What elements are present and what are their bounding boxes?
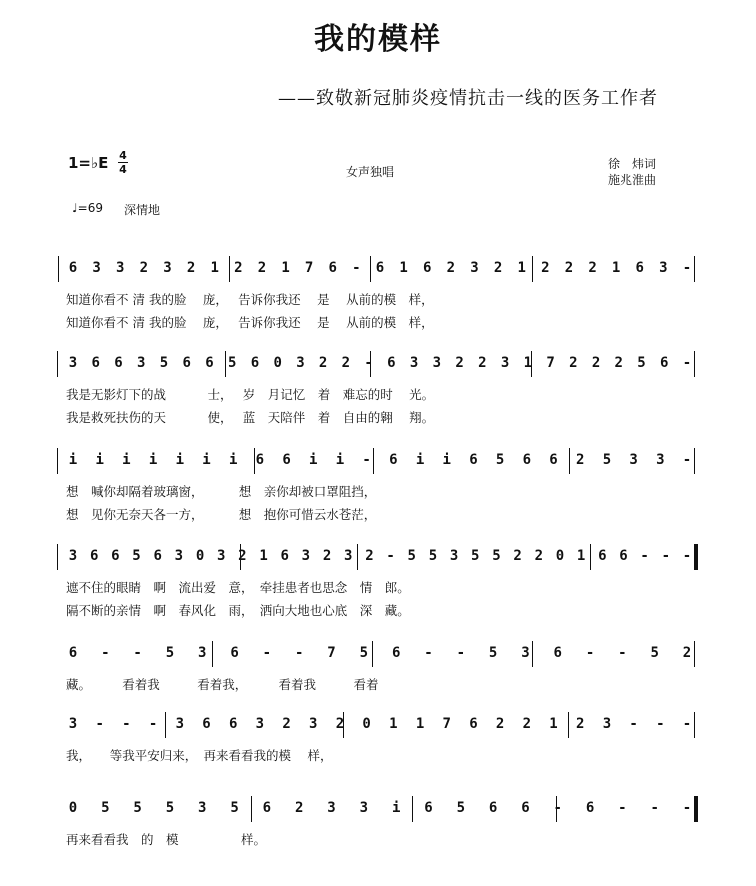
note: 6 [89, 548, 99, 564]
note: 5 [650, 645, 659, 661]
note: 2 [318, 355, 328, 371]
note: 3 [68, 548, 78, 564]
lyric-verse-1: 遮不住的眼睛 啊 流出爱 意， 牵挂患者也思念 情 郎。 [66, 580, 410, 595]
note: 2 [493, 260, 503, 276]
note: i [202, 452, 211, 468]
note: 3 [68, 355, 78, 371]
note: 3 [629, 452, 638, 468]
note: 6 [228, 716, 238, 732]
note: 6 [282, 452, 291, 468]
note: 5 [165, 800, 175, 816]
key-signature: 1=♭E [68, 154, 109, 172]
note: 7 [546, 355, 555, 371]
lyricist-credit: 徐 炜词 [608, 157, 657, 171]
note: 6 [111, 548, 120, 564]
note: 1 [389, 716, 398, 732]
note: 6 [521, 800, 530, 816]
barline [212, 641, 213, 667]
note: 3 [137, 355, 146, 371]
note: 1 [210, 260, 219, 276]
barline [57, 448, 58, 474]
note: 5 [165, 645, 175, 661]
note: 2 [139, 260, 149, 276]
note: 6 [553, 645, 562, 661]
note: 3 [92, 260, 101, 276]
note: - [618, 800, 627, 816]
note: - [682, 716, 692, 732]
note: 2 [575, 452, 585, 468]
note: 6 [205, 355, 214, 371]
note: 6 [250, 355, 260, 371]
lyric-verse-1: 我是无影灯下的战 士， 岁 月记忆 着 难忘的时 光。 [66, 387, 435, 402]
note: 3 [359, 800, 369, 816]
note: 5 [132, 548, 141, 564]
note: - [101, 645, 110, 661]
note: - [650, 800, 659, 816]
note: 3 [327, 800, 336, 816]
note: 3 [198, 800, 207, 816]
note: 6 [660, 355, 669, 371]
note: 3 [296, 355, 305, 371]
note: - [640, 548, 649, 564]
note: 6 [469, 716, 478, 732]
note: 6 [68, 260, 78, 276]
note: - [618, 645, 627, 661]
time-signature-bottom: 4 [119, 163, 127, 176]
note: 5 [602, 452, 612, 468]
barline [370, 256, 371, 282]
note: 6 [255, 452, 265, 468]
note: i [228, 452, 238, 468]
note: 3 [175, 716, 184, 732]
note: 3 [521, 645, 530, 661]
barline [590, 544, 591, 570]
note: 3 [163, 260, 172, 276]
note: 2 [282, 716, 291, 732]
note: 3 [198, 645, 207, 661]
barline [694, 796, 698, 822]
note: 7 [327, 645, 336, 661]
note: 0 [195, 548, 205, 564]
note: 6 [585, 800, 595, 816]
note: 3 [68, 716, 78, 732]
note: 3 [432, 355, 442, 371]
note: 6 [68, 645, 78, 661]
lyric-verse-2: 隔不断的亲情 啊 春风化 雨， 洒向大地也心底 深 藏。 [66, 603, 410, 618]
note: i [95, 452, 104, 468]
note: 5 [159, 355, 169, 371]
note: 0 [362, 716, 371, 732]
note: - [424, 645, 433, 661]
note: 6 [202, 716, 211, 732]
note: - [553, 800, 562, 816]
song-title: 我的模样 [314, 22, 442, 57]
note: 3 [216, 548, 226, 564]
note: 2 [238, 548, 247, 564]
note: i [309, 452, 318, 468]
lyric-verse-1: 想 喊你却隔着玻璃窗， 想 亲你却被口罩阻挡， [66, 484, 377, 499]
barline [357, 544, 358, 570]
note: - [95, 716, 104, 732]
note: - [352, 260, 361, 276]
note: 2 [534, 548, 543, 564]
note: 5 [359, 645, 369, 661]
note: 5 [428, 548, 438, 564]
barline [58, 256, 59, 282]
note: 5 [407, 548, 416, 564]
note: 3 [255, 716, 265, 732]
lyric-verse-1: 再来看看我 的 模 样。 [66, 832, 267, 847]
note: 2 [564, 260, 574, 276]
note: 2 [335, 716, 345, 732]
time-signature-top: 4 [119, 149, 127, 162]
note: 5 [471, 548, 480, 564]
note: 5 [227, 355, 237, 371]
composer-credit: 施兆淮曲 [608, 173, 657, 187]
note: 1 [523, 355, 533, 371]
lyric-verse-1: 我， 等我平安归来， 再来看看我的模 样， [66, 748, 333, 763]
note: - [294, 645, 304, 661]
note: - [656, 716, 665, 732]
note: 5 [456, 800, 465, 816]
note: 1 [281, 260, 290, 276]
note: 6 [469, 452, 478, 468]
time-signature [118, 150, 128, 175]
note: 6 [182, 355, 191, 371]
note: - [682, 800, 692, 816]
barline [251, 796, 252, 822]
note: 6 [153, 548, 162, 564]
note: 1 [576, 548, 586, 564]
note: 2 [575, 716, 585, 732]
note: - [682, 355, 692, 371]
expression-mark: 深情地 [124, 203, 161, 217]
note: 3 [116, 260, 125, 276]
note: i [122, 452, 131, 468]
note: 3 [602, 716, 612, 732]
note: 3 [344, 548, 353, 564]
barline [694, 448, 695, 474]
note: 2 [614, 355, 623, 371]
note: 5 [488, 645, 498, 661]
note: 1 [399, 260, 408, 276]
barline [694, 544, 698, 570]
song-subtitle: ——致敬新冠肺炎疫情抗击一线的医务工作者 [278, 88, 658, 109]
barline [694, 256, 695, 282]
note: 6 [424, 800, 433, 816]
note: 2 [569, 355, 578, 371]
barline [372, 641, 373, 667]
note: 2 [186, 260, 196, 276]
note: 2 [257, 260, 267, 276]
note: 6 [488, 800, 498, 816]
note: 2 [446, 260, 456, 276]
note: - [262, 645, 272, 661]
note: 2 [591, 355, 601, 371]
note: 3 [301, 548, 311, 564]
barline [694, 351, 695, 377]
note: 3 [174, 548, 184, 564]
note: 6 [389, 452, 398, 468]
note: 1 [259, 548, 268, 564]
barline [694, 712, 695, 738]
note: 2 [682, 645, 692, 661]
note: 6 [423, 260, 432, 276]
note: - [585, 645, 595, 661]
note: - [122, 716, 131, 732]
lyric-verse-2: 想 见你无奈天各一方， 想 抱你可惜云水苍茫， [66, 507, 377, 522]
note: 5 [101, 800, 110, 816]
note: 1 [517, 260, 526, 276]
barline [568, 712, 569, 738]
note: i [391, 800, 401, 816]
note: 5 [495, 452, 505, 468]
note: 5 [133, 800, 142, 816]
note: i [68, 452, 78, 468]
note: 5 [492, 548, 501, 564]
note: i [148, 452, 158, 468]
note: - [629, 716, 638, 732]
note: i [175, 452, 184, 468]
note: 5 [230, 800, 239, 816]
barline [569, 448, 570, 474]
note: 6 [328, 260, 337, 276]
note: 6 [375, 260, 385, 276]
note: 3 [409, 355, 419, 371]
note: - [456, 645, 465, 661]
note: 0 [555, 548, 565, 564]
note: 2 [294, 800, 304, 816]
note: i [335, 452, 345, 468]
note: 2 [541, 260, 550, 276]
note: 6 [391, 645, 401, 661]
note: 6 [635, 260, 644, 276]
barline [57, 544, 58, 570]
lyric-verse-1: 藏。 看着我 看着我， 看着我 看着 [66, 677, 379, 692]
note: 6 [262, 800, 272, 816]
performance-note: 女声独唱 [346, 165, 395, 179]
note: 2 [322, 548, 332, 564]
note: 3 [500, 355, 510, 371]
note: 2 [455, 355, 464, 371]
note: 6 [280, 548, 289, 564]
note: - [682, 260, 692, 276]
note: - [682, 452, 692, 468]
note: - [386, 548, 395, 564]
note: - [682, 548, 692, 564]
note: 6 [114, 355, 123, 371]
lyric-verse-1: 知道你看不 清 我的脸 庞， 告诉你我还 是 从前的模 样， [66, 292, 434, 307]
note: 6 [598, 548, 607, 564]
lyric-verse-2: 我是救死扶伤的天 使， 蓝 天陪伴 着 自由的翱 翔。 [66, 410, 435, 425]
note: 6 [619, 548, 628, 564]
note: 2 [365, 548, 374, 564]
note: 1 [549, 716, 558, 732]
note: 6 [387, 355, 396, 371]
note: - [362, 452, 371, 468]
note: 0 [68, 800, 78, 816]
lyric-verse-2: 知道你看不 清 我的脸 庞， 告诉你我还 是 从前的模 样， [66, 315, 434, 330]
note: 6 [549, 452, 558, 468]
note: 3 [309, 716, 318, 732]
barline [532, 256, 533, 282]
note: 6 [91, 355, 100, 371]
note: 3 [470, 260, 479, 276]
note: 2 [478, 355, 487, 371]
note: 6 [522, 452, 532, 468]
barline [229, 256, 230, 282]
note: - [364, 355, 373, 371]
note: 1 [415, 716, 425, 732]
note: 3 [656, 452, 665, 468]
note: 2 [341, 355, 351, 371]
note: 1 [611, 260, 621, 276]
barline [165, 712, 166, 738]
tempo-mark: ♩=69 [72, 201, 103, 215]
note: - [148, 716, 158, 732]
note: i [415, 452, 425, 468]
barline [412, 796, 413, 822]
barline [694, 641, 695, 667]
note: 2 [522, 716, 532, 732]
note: 2 [495, 716, 505, 732]
note: 2 [588, 260, 597, 276]
note: 2 [513, 548, 522, 564]
note: - [133, 645, 142, 661]
note: 3 [449, 548, 459, 564]
note: i [442, 452, 451, 468]
note: 7 [304, 260, 314, 276]
note: - [661, 548, 671, 564]
note: 6 [230, 645, 239, 661]
note: 0 [273, 355, 282, 371]
note: 3 [659, 260, 668, 276]
barline [57, 351, 58, 377]
note: 7 [442, 716, 451, 732]
note: 5 [637, 355, 646, 371]
note: 2 [234, 260, 243, 276]
